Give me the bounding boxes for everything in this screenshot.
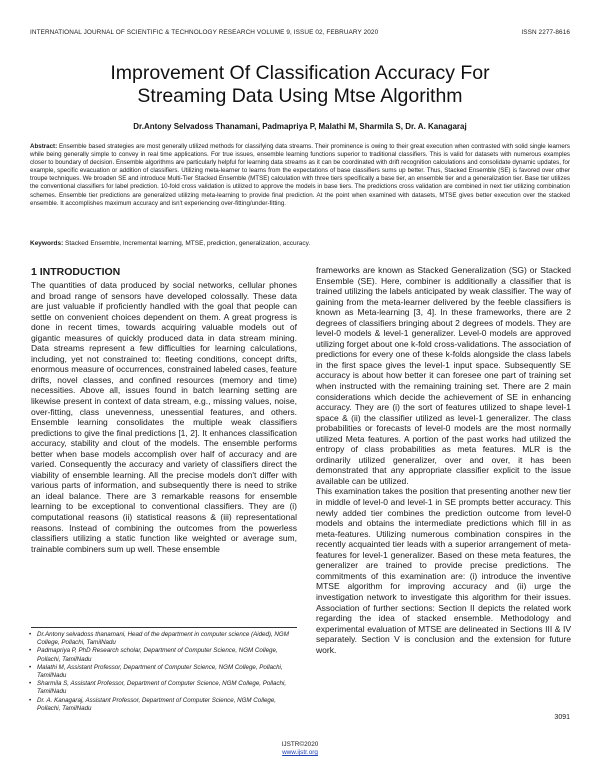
intro-paragraph-1: The quantities of data produced by social networks, cellular phones and broad range of sensors have developed colossally. These data are just valuable if proficiently handled with the goal that people can settle on convenient choices dependent on them. A great progress is done in recent times, towards acquiring valuable models out of gigantic measures of quickly produced data in data stream mining. Data streams represent a few difficulties for learning calculations, including, yet not constrained to: fleeting conditions, concept drifts, enormous measure of occurrences, constrained labeled cases, feature drifts, novel classes, and confined resources (memory and time) necessities. Above all, issues found in batch learning setting are likewise present in context of data stream, e.g., missing values, noise, over-fitting, class unevenness, unessential features, and others. Ensemble learning consolidates the multiple weak classifiers predictions to give the final predictions [1, 2]. It enhances classification accuracy, stability and clout of the models. The ensemble performs better when base models accomplish over half of accuracy and are varied. Consequently the accuracy and variety of classifiers direct the viability of ensemble learning. All the precise models don't differ with various parts of information, and subsequently there is need to strike an ideal balance. There are 3 remarkable reasons for ensemble learning to be exceptional to conventional classifiers. They are (i) computational reasons (ii) statistical reasons & (iii) representational reasons. Instead of combining the outcomes from the powerless classifiers utilizing a static function like weighted or average sum, trainable combiners sum up well. These ensemble (31, 280, 297, 554)
page-number: 3091 (554, 714, 570, 721)
left-column (31, 266, 297, 554)
footnote-item: • Dr. A. Kanagaraj, Assistant Professor, Department of Computer Science, NGM College, Pollachi, TamilNadu (31, 697, 297, 713)
right-column (316, 265, 571, 655)
keywords-text: Stacked Ensemble, Incremental learning, MTSE, prediction, generalization, accuracy. (63, 240, 311, 247)
intro-paragraph-2: frameworks are known as Stacked Generalization (SG) or Stacked Ensemble (SE). Here, combiner is additionally a classifier that is trained utilizing the labels anticipated by weak classifier. The way of gaining from the meta-learner delivered by the feeble classifiers is known as Meta-learning [3, 4]. In these frameworks, there are 2 degrees of classifiers bringing about 2 degrees of models. They are level-0 models & level-1 generalizer. Level-0 models are approved utilizing forget about one k-fold cross-validations. The association of predictions for every one of these k-folds alongside the class labels in the first space gives the level-1 input space. Subsequently SE accuracy is about how better it can foresee one part of training set when instructed with the remaining training set. There are 2 main considerations which decide the achievement of SE in enhancing accuracy. They are (i) the sort of features utilized to shape level-1 space & (ii) the classifier utilized as level-1 generalizer. The class probabilities or forecasts of level-0 models are the most normally utilized Meta features. A portion of the past works had utilized the entropy of class probabilities as meta features. MLR is the ordinarily utilized generalizer, over and over, it has been demonstrated that any appropriate classifier explicit to the issue available can be utilized. (316, 265, 571, 486)
author-list: Dr.Antony Selvadoss Thanamani, Padmapriya P, Malathi M, Sharmila S, Dr. A. Kanagaraj (133, 122, 467, 131)
section-heading-introduction: 1 INTRODUCTION (31, 266, 121, 278)
paper-title (40, 62, 560, 108)
intro-paragraph-3: This examination takes the position that presenting another new tier in middle of level-0 and level-1 in SE prompts better accuracy. This newly added tier combines the prediction outcome from level-0 models and obtains the intermediate predictions which fill in as meta-features. Utilizing numerous combination conspires in the recently acquainted tier leads with a superior arrangement of meta-features for level-1 generalizer. Based on these meta features, the generalizer are trained to provide precise predictions. The commitments of this examination are: (i) introduce the inventive MTSE algorithm for improving accuracy and (ii) urge the investigation network to investigate this algorithm for their issues. Association of further sections: Section II depicts the related work regarding the idea of stacked ensemble. Methodology and experimental evaluation of MTSE are delineated in Sections III & IV separately. Section V is conclusion and the extension for future work. (316, 486, 571, 655)
keywords (30, 240, 570, 247)
journal-website-link[interactable]: www.ijstr.org (282, 749, 318, 756)
footnote-item: • Dr.Antony selvadoss thanamani, Head of the department in computer science (Aided), NGM College, Pollachi, TamilNadu (31, 631, 297, 647)
page-footer (0, 741, 600, 757)
abstract-label: Abstract: (30, 143, 58, 150)
journal-name: INTERNATIONAL JOURNAL OF SCIENTIFIC & TECHNOLOGY RESEARCH VOLUME 9, ISSUE 02, FEBRUARY 2020 (30, 29, 379, 36)
abstract (30, 143, 570, 208)
author-footnotes (31, 631, 297, 713)
footnote-item: • Sharmila S, Assistant Professor, Department of Computer Science, NGM College, Pollachi, TamilNadu (31, 680, 297, 696)
footnote-item: • Malathi M, Assistant Professor, Department of Computer Science, NGM College, Pollachi, TamilNadu (31, 664, 297, 680)
title-line-2: Streaming Data Using Mtse Algorithm (137, 85, 463, 107)
abstract-text: Ensemble based strategies are most generally utilized methods for classifying data streams. Their prominence is owing to their great execution when contrasted with solid single learners while being generally simple to convey in real time applications. For true issues, ensemble learning functions superior to traditional classifiers. This is valid for datasets with numerous examples closer to boundary of decision. Ensemble algorithms are particularly helpful for learning data streams as it can be coordinated with drift recognition calculations and consolidate dynamic updates, for example, specific evacuation or addition of classifiers. Utilizing meta-learner to learns from the expectations of base classifiers sums up better. Thus, Stacked Ensemble (SE) is favored over other troupe techniques. We broaden SE and introduce Multi-Tier Stacked Ensemble (MTSE) calculation with three tiers specifically a base tier, an ensemble tier and a generalization tier. Base tier utilizes the conventional classifiers for label prediction. 10-fold cross validation is utilized to approve the models in base tiers. The predictions cross validation are combined in next tier utilizing combination schemes. Ensemble tier predictions are generalized utilizing meta-learning to provide final prediction. At the point when examined with datasets, MTSE gives better execution over the stacked ensemble. It accomplishes maximum accuracy and isn't experiencing over-fitting/under-fitting. (30, 143, 570, 207)
issn: ISSN 2277-8616 (521, 29, 570, 36)
footnote-divider (31, 627, 297, 628)
keywords-label: Keywords: (30, 240, 64, 247)
title-line-1: Improvement Of Classification Accuracy For (110, 62, 490, 84)
footnote-item: • Padmapriya P, PhD Research scholar, Department of Computer Science, NGM College, Pollachi, TamilNadu (31, 647, 297, 663)
running-header (30, 29, 570, 36)
copyright: IJSTR©2020 (281, 741, 319, 748)
